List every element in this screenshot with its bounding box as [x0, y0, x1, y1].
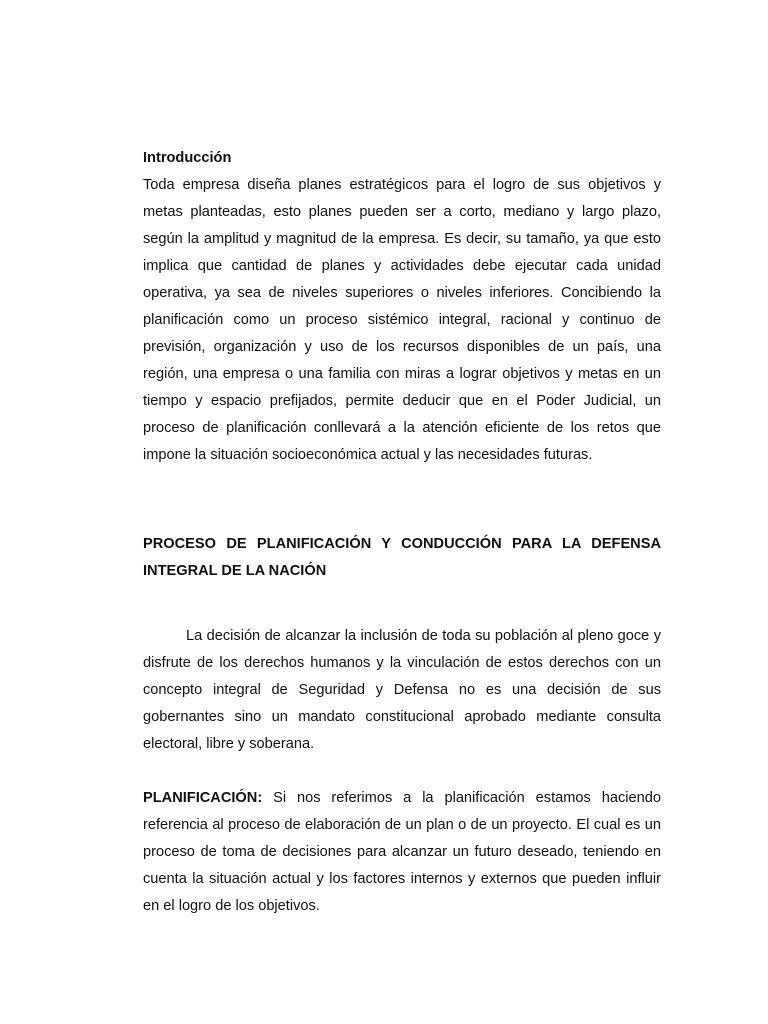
intro-heading: Introducción: [143, 150, 232, 166]
planificacion-term: PLANIFICACIÓN:: [143, 790, 263, 806]
intro-paragraph: Toda empresa diseña planes estratégicos para el logro de sus objetivos y metas planteadas, esto planes pueden ser a corto, mediano y largo plazo, según la amplitud y magnitud de la empresa. Es decir, su tamaño, ya que esto implica que cantidad de planes y actividades debe ejecutar cada unidad operativa, ya sea de niveles superiores o niveles inferiores. Concibiendo la planificación como un proceso sistémico integral, racional y continuo de previsión, organización y uso de los recursos disponibles de un país, una región, una empresa o una familia con miras a lograr objetivos y metas en un tiempo y espacio prefijados, permite deducir que en el Poder Judicial, un proceso de planificación conllevará a la atención eficiente de los retos que impone la situación socioeconómica actual y las necesidades futuras.: [143, 177, 661, 463]
planificacion-text: Si nos referimos a la planificación estamos haciendo referencia al proceso de elaboración de un plan o de un proyecto. El cual es un proceso de toma de decisiones para alcanzar un futuro deseado, teniendo en cuenta la situación actual y los factores internos y externos que pueden influir en el logro de los objetivos.: [143, 790, 661, 914]
section-paragraph: La decisión de alcanzar la inclusión de toda su población al pleno goce y disfrute de los derechos humanos y la vinculación de estos derechos con un concepto integral de Seguridad y Defensa no es una decisión de sus gobernantes sino un mandato constitucional aprobado mediante consulta electoral, libre y soberana.: [143, 628, 661, 752]
document-body: [143, 145, 661, 920]
section-title: PROCESO DE PLANIFICACIÓN Y CONDUCCIÓN PARA LA DEFENSA INTEGRAL DE LA NACIÓN: [143, 536, 661, 579]
planificacion-paragraph: [143, 785, 661, 920]
